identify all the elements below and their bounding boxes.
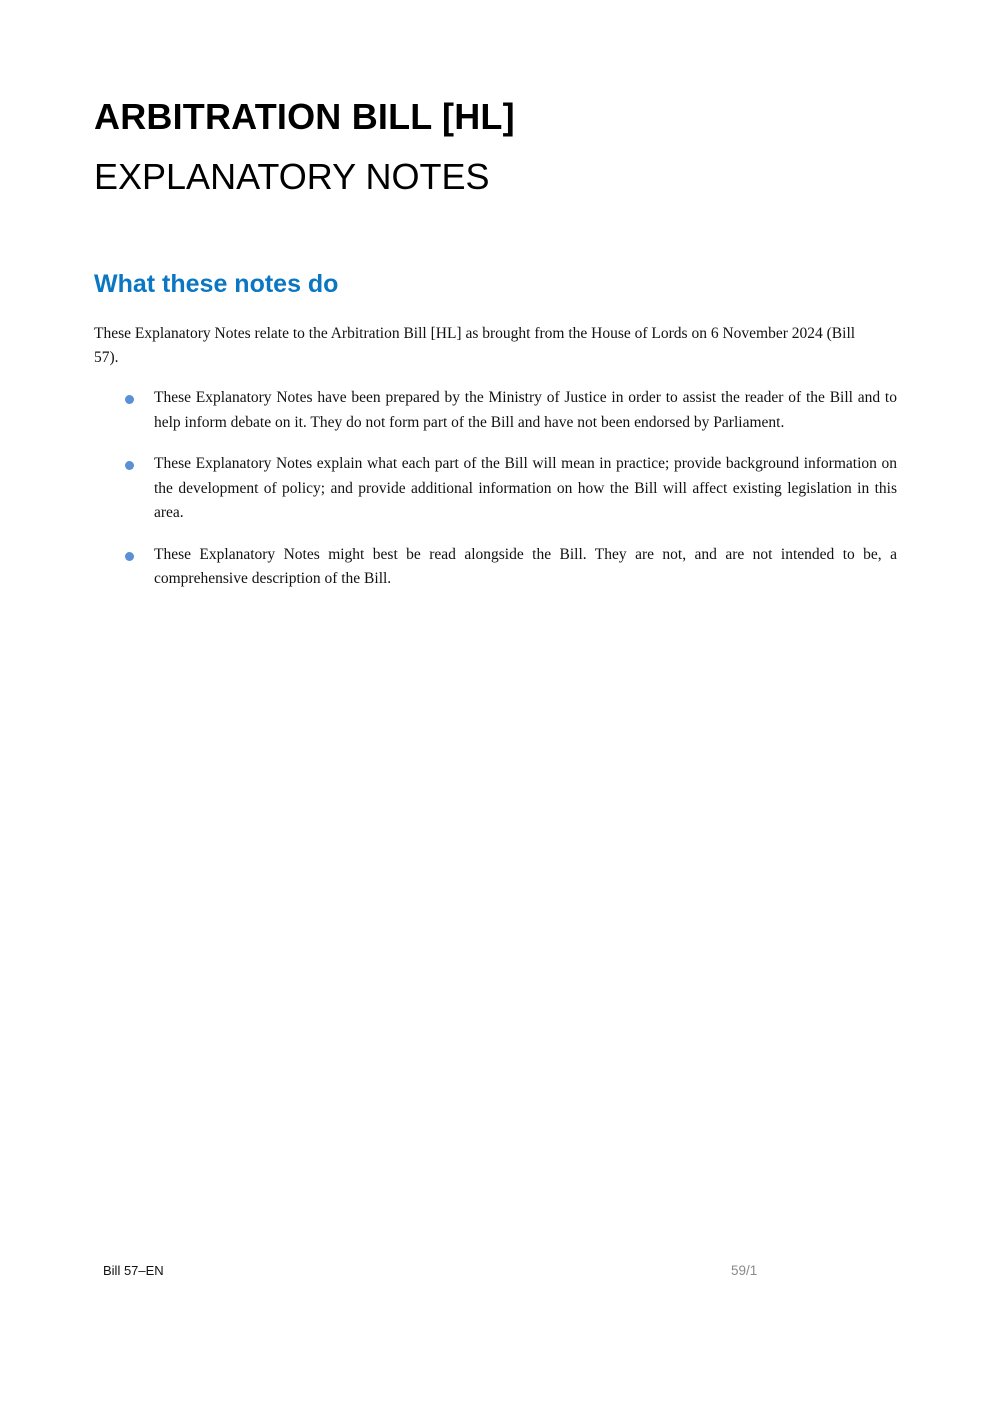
bullet-text: These Explanatory Notes might best be read alongside the Bill. They are not, and are not intended to be, a comprehensive description of the Bill.: [154, 545, 897, 587]
bullet-item: [94, 452, 897, 526]
footer-bill-reference: Bill 57–EN: [103, 1263, 164, 1278]
bullet-text: These Explanatory Notes have been prepared by the Ministry of Justice in order to assist the reader of the Bill and to help inform debate on it. They do not form part of the Bill and have not been endorsed by Parliament.: [154, 389, 897, 431]
bullet-list: [94, 386, 897, 609]
intro-paragraph: These Explanatory Notes relate to the Arbitration Bill [HL] as brought from the House of Lords on 6 November 2024 (Bill 57).: [94, 325, 856, 366]
bullet-dot-icon: [125, 552, 134, 561]
footer-page-reference: 59/1: [731, 1263, 758, 1278]
bullet-dot-icon: [125, 395, 134, 404]
section-heading: What these notes do: [94, 270, 339, 298]
bullet-item: [94, 543, 897, 592]
bullet-item: [94, 386, 897, 435]
bullet-text: These Explanatory Notes explain what each part of the Bill will mean in practice; provide background information on the development of policy; and provide additional information on how the Bill will affect existing legislation in this area.: [154, 455, 897, 521]
bullet-dot-icon: [125, 461, 134, 470]
document-title: ARBITRATION BILL [HL]: [94, 96, 515, 137]
document-subtitle: EXPLANATORY NOTES: [94, 156, 490, 197]
